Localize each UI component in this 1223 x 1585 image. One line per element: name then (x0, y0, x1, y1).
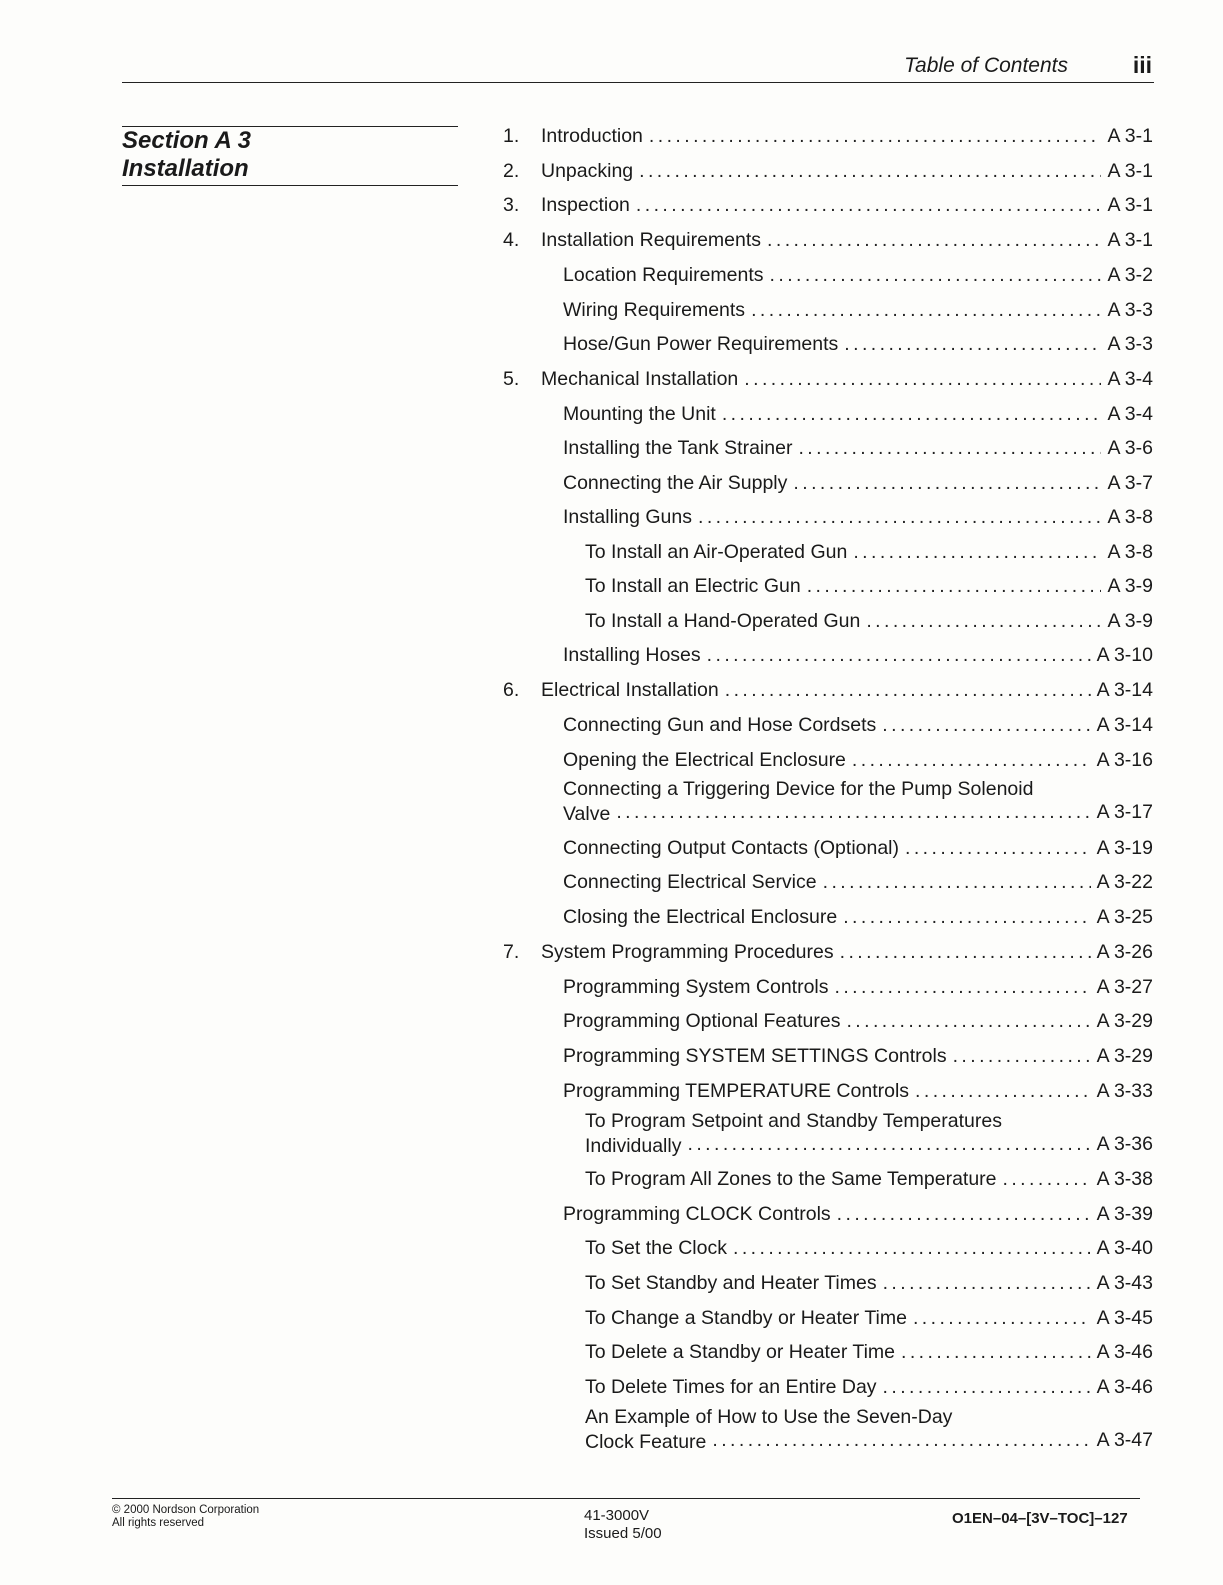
toc-entry[interactable] (563, 1045, 1153, 1068)
toc-entry-title (585, 1406, 953, 1453)
dot-leader (707, 644, 1091, 667)
toc-entry-title-line1: An Example of How to Use the Seven-Day (585, 1406, 953, 1428)
section-title: Installation (122, 155, 249, 182)
toc-entry-page: A 3-46 (1096, 1341, 1153, 1363)
toc-entry-title: Installing the Tank Strainer (563, 437, 793, 459)
toc-entry-title: Connecting the Air Supply (563, 472, 788, 494)
toc-entry-number: 4. (503, 229, 520, 251)
toc-entry-page: A 3-14 (1096, 679, 1153, 701)
toc-entry[interactable] (563, 1010, 1153, 1033)
toc-entry[interactable] (563, 264, 1153, 287)
toc-entry[interactable] (503, 229, 1153, 252)
toc-entry[interactable] (563, 976, 1153, 999)
toc-entry[interactable] (585, 1237, 1153, 1260)
toc-entry-page: A 3-27 (1096, 976, 1153, 998)
copyright-text: © 2000 Nordson Corporation (112, 1504, 260, 1516)
header-page-number: iii (1132, 52, 1152, 78)
toc-entry[interactable] (563, 1080, 1153, 1103)
toc-entry[interactable] (563, 871, 1153, 894)
toc-entry-page: A 3-17 (1096, 801, 1153, 823)
toc-entry-page: A 3-16 (1096, 749, 1153, 771)
toc-entry[interactable] (563, 299, 1153, 322)
toc-entry[interactable] (563, 1203, 1153, 1226)
section-number: Section A 3 (122, 127, 251, 154)
toc-entry-page: A 3-38 (1096, 1168, 1153, 1190)
toc-entry[interactable] (563, 906, 1153, 929)
toc-entry-number: 7. (503, 941, 520, 963)
dot-leader (1003, 1168, 1091, 1191)
toc-entry[interactable] (563, 506, 1153, 529)
toc-entry-title: Programming Optional Features (563, 1010, 841, 1032)
dot-leader (883, 1376, 1091, 1399)
dot-leader (616, 801, 1090, 824)
toc-entry[interactable] (585, 1168, 1153, 1191)
toc-entry-title: To Program All Zones to the Same Temperature (585, 1168, 997, 1190)
dot-leader (751, 299, 1101, 322)
toc-entry-page: A 3-6 (1107, 437, 1153, 459)
dot-leader (712, 1429, 1090, 1452)
dot-leader (687, 1133, 1090, 1156)
toc-entry-title: To Set Standby and Heater Times (585, 1272, 877, 1294)
toc-entry-page: A 3-26 (1096, 941, 1153, 963)
toc-entry-page: A 3-45 (1096, 1307, 1153, 1329)
toc-entry-page: A 3-3 (1107, 333, 1153, 355)
toc-entry[interactable] (563, 472, 1153, 495)
footer-document-code: O1EN–04–[3V–TOC]–127 (952, 1510, 1128, 1527)
dot-leader (905, 837, 1091, 860)
toc-entry[interactable] (563, 778, 1153, 825)
toc-entry[interactable] (585, 575, 1153, 598)
toc-entry[interactable] (585, 1272, 1153, 1295)
dot-leader (913, 1307, 1091, 1330)
dot-leader (636, 194, 1102, 217)
toc-entry-page: A 3-2 (1107, 264, 1153, 286)
toc-entry-page: A 3-1 (1107, 229, 1153, 251)
toc-entry-title: Installation Requirements (541, 229, 762, 251)
toc-entry[interactable] (563, 644, 1153, 667)
dot-leader (843, 906, 1090, 929)
toc-entry-page: A 3-36 (1096, 1133, 1153, 1155)
dot-leader (725, 679, 1091, 702)
toc-entry[interactable] (563, 437, 1153, 460)
toc-entry-title (563, 778, 1034, 825)
toc-entry-number: 3. (503, 194, 520, 216)
rights-text: All rights reserved (112, 1517, 205, 1529)
toc-entry-title: Mechanical Installation (541, 368, 739, 390)
dot-leader (639, 160, 1101, 183)
toc-entry-title: Programming SYSTEM SETTINGS Controls (563, 1045, 947, 1067)
toc-entry-title: Opening the Electrical Enclosure (563, 749, 846, 771)
toc-entry[interactable] (585, 610, 1153, 633)
toc-entry-page: A 3-4 (1107, 403, 1153, 425)
toc-entry[interactable] (503, 368, 1153, 391)
toc-entry[interactable] (503, 679, 1153, 702)
toc-entry-page: A 3-9 (1107, 610, 1153, 632)
dot-leader (733, 1237, 1091, 1260)
toc-entry-page: A 3-3 (1107, 299, 1153, 321)
toc-entry-title: To Install a Hand-Operated Gun (585, 610, 861, 632)
toc-entry[interactable] (503, 941, 1153, 964)
toc-entry-title: Electrical Installation (541, 679, 719, 701)
toc-entry-title: Installing Guns (563, 506, 692, 528)
dot-leader (915, 1080, 1091, 1103)
toc-entry-page: A 3-4 (1107, 368, 1153, 390)
dot-leader (698, 506, 1101, 529)
toc-entry-page: A 3-14 (1096, 714, 1153, 736)
dot-leader (852, 749, 1091, 772)
toc-entry-title: Connecting Electrical Service (563, 871, 817, 893)
toc-entry[interactable] (585, 1341, 1153, 1364)
toc-entry-title-line1: Connecting a Triggering Device for the Pump Solenoid (563, 778, 1034, 800)
toc-entry[interactable] (585, 1406, 1153, 1453)
toc-entry-page: A 3-19 (1096, 837, 1153, 859)
part-number: 41-3000V (584, 1507, 650, 1524)
toc-entry-number: 2. (503, 160, 520, 182)
toc-entry-page: A 3-43 (1096, 1272, 1153, 1294)
footer-rule (112, 1498, 1140, 1499)
toc-entry-page: A 3-9 (1107, 575, 1153, 597)
dot-leader (840, 941, 1091, 964)
toc-entry-title-line2: Valve (563, 803, 611, 825)
dot-leader (835, 976, 1091, 999)
toc-entry[interactable] (503, 125, 1153, 148)
toc-entry-page: A 3-29 (1096, 1010, 1153, 1032)
toc-entry-title-line1: To Program Setpoint and Standby Temperatures (585, 1110, 1002, 1132)
toc-entry-title: Hose/Gun Power Requirements (563, 333, 839, 355)
toc-entry[interactable] (503, 160, 1153, 183)
dot-leader (882, 714, 1090, 737)
toc-entry-page: A 3-10 (1096, 644, 1153, 666)
toc-entry[interactable] (563, 333, 1153, 356)
header-title: Table of Contents (904, 54, 1068, 77)
toc-entry-title: To Delete Times for an Entire Day (585, 1376, 877, 1398)
toc-entry-page: A 3-46 (1096, 1376, 1153, 1398)
toc-entry[interactable] (503, 194, 1153, 217)
toc-entry-page: A 3-8 (1107, 506, 1153, 528)
toc-entry-number: 1. (503, 125, 520, 147)
toc-entry-title: To Install an Electric Gun (585, 575, 801, 597)
toc-entry-page: A 3-8 (1107, 541, 1153, 563)
toc-entry-title: Installing Hoses (563, 644, 701, 666)
toc-entry[interactable] (563, 403, 1153, 426)
toc-entry[interactable] (563, 749, 1153, 772)
toc-entry-page: A 3-1 (1107, 160, 1153, 182)
toc-entry-title: Mounting the Unit (563, 403, 716, 425)
toc-entry-title: Unpacking (541, 160, 634, 182)
toc-entry-title: Introduction (541, 125, 643, 147)
toc-entry-title: Inspection (541, 194, 630, 216)
dot-leader (844, 333, 1101, 356)
toc-entry-title-line2: Individually (585, 1135, 682, 1157)
toc-entry-title: Connecting Output Contacts (Optional) (563, 837, 900, 859)
dot-leader (798, 437, 1101, 460)
toc-entry-title: Closing the Electrical Enclosure (563, 906, 838, 928)
dot-leader (853, 541, 1101, 564)
toc-entry-title: System Programming Procedures (541, 941, 834, 963)
toc-entry-title-line2: Clock Feature (585, 1431, 707, 1453)
toc-entry-page: A 3-29 (1096, 1045, 1153, 1067)
toc-entry-title: Connecting Gun and Hose Cordsets (563, 714, 877, 736)
toc-entry-page: A 3-47 (1096, 1429, 1153, 1451)
dot-leader (953, 1045, 1091, 1068)
dot-leader (649, 125, 1102, 148)
toc-entry-page: A 3-7 (1107, 472, 1153, 494)
dot-leader (793, 472, 1101, 495)
toc-entry-title: Programming CLOCK Controls (563, 1203, 831, 1225)
toc-entry-title: Programming System Controls (563, 976, 829, 998)
dot-leader (866, 610, 1101, 633)
dot-leader (767, 229, 1101, 252)
toc-entry[interactable] (563, 837, 1153, 860)
toc-entry-page: A 3-33 (1096, 1080, 1153, 1102)
toc-entry-page: A 3-22 (1096, 871, 1153, 893)
toc-entry-title: Wiring Requirements (563, 299, 746, 321)
toc-entry-title: Programming TEMPERATURE Controls (563, 1080, 910, 1102)
toc-entry-page: A 3-1 (1107, 125, 1153, 147)
toc-entry-number: 5. (503, 368, 520, 390)
dot-leader (823, 871, 1091, 894)
dot-leader (901, 1341, 1091, 1364)
dot-leader (883, 1272, 1091, 1295)
toc-entry[interactable] (585, 1376, 1153, 1399)
toc-entry[interactable] (585, 541, 1153, 564)
toc-entry-title: To Install an Air-Operated Gun (585, 541, 848, 563)
toc-entry[interactable] (585, 1110, 1153, 1157)
footer-part-info (584, 1507, 662, 1543)
dot-leader (770, 264, 1102, 287)
dot-leader (807, 575, 1102, 598)
toc-entry-page: A 3-39 (1096, 1203, 1153, 1225)
dot-leader (744, 368, 1101, 391)
toc-entry-title: To Change a Standby or Heater Time (585, 1307, 907, 1329)
dot-leader (722, 403, 1102, 426)
toc-entry-title: Location Requirements (563, 264, 764, 286)
toc-entry[interactable] (563, 714, 1153, 737)
toc-entry-title (585, 1110, 1002, 1157)
toc-entry-number: 6. (503, 679, 520, 701)
toc-entry[interactable] (585, 1307, 1153, 1330)
toc-entry-title: To Set the Clock (585, 1237, 727, 1259)
toc-entry-page: A 3-25 (1096, 906, 1153, 928)
dot-leader (846, 1010, 1090, 1033)
footer-copyright (112, 1504, 259, 1530)
toc-entry-title: To Delete a Standby or Heater Time (585, 1341, 895, 1363)
toc-entry-page: A 3-1 (1107, 194, 1153, 216)
dot-leader (837, 1203, 1091, 1226)
toc-entry-page: A 3-40 (1096, 1237, 1153, 1259)
issued-date: Issued 5/00 (584, 1525, 662, 1542)
